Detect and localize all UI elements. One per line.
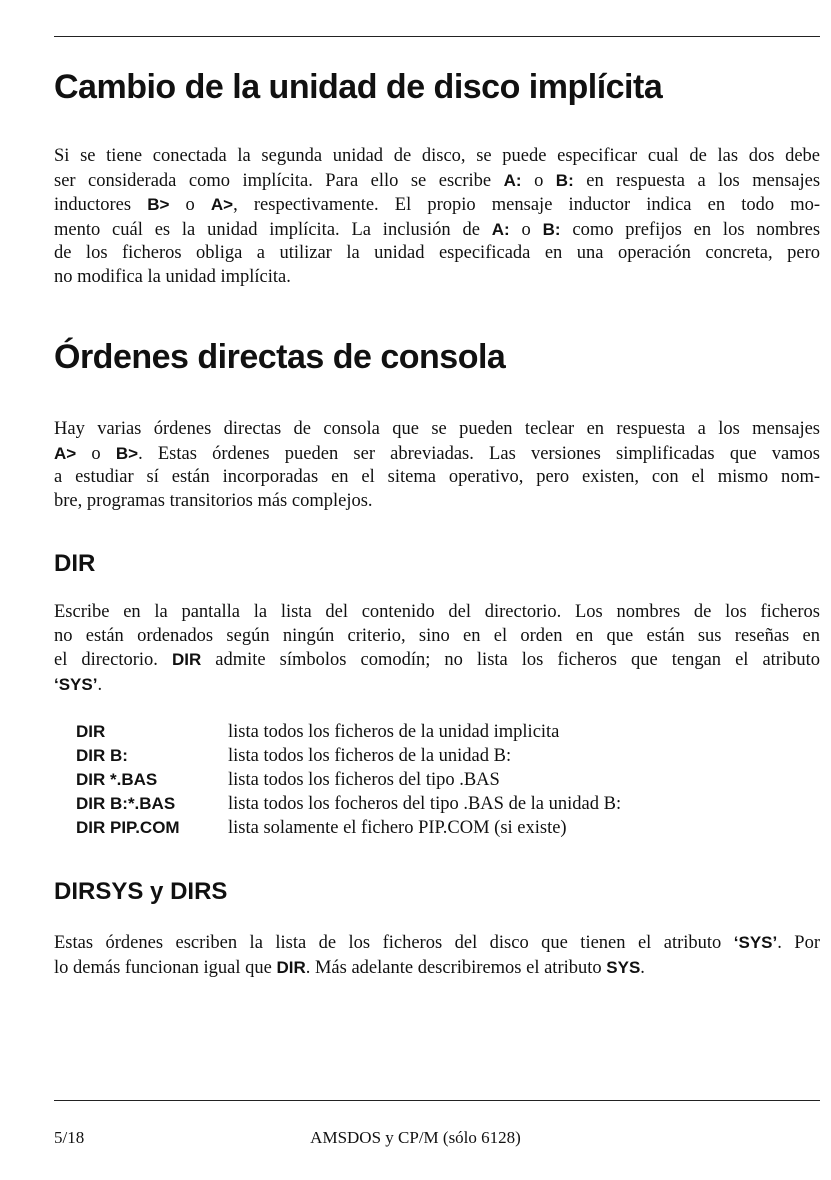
keyword: B>	[147, 195, 170, 215]
text-line: el directorio. DIR admite símbolos comodín; no lista los ficheros que tengan el atributo	[54, 650, 821, 671]
command-description: lista solamente el fichero PIP.COM (si existe)	[228, 818, 567, 838]
command-description: lista todos los ficheros del tipo .BAS	[228, 770, 500, 790]
text-line: bre, programas transitorios más complejos.	[54, 490, 373, 511]
text-line: ser considerada como implícita. Para ello se escribe A: o B: en respuesta a los mensajes	[54, 170, 821, 191]
command: DIR *.BAS	[76, 770, 158, 789]
bottom-rule	[54, 1100, 820, 1101]
text-line: no modifica la unidad implícita.	[54, 266, 291, 287]
heading-cambio-unidad: Cambio de la unidad de disco implícita	[54, 68, 663, 106]
heading-dir: DIR	[54, 550, 96, 577]
keyword: B>	[115, 443, 139, 463]
keyword: B:	[555, 170, 574, 190]
text-line: A> o B>. Estas órdenes pueden ser abreviadas. Las versiones simplificadas que vamos	[54, 443, 821, 464]
text-line: de los ficheros obliga a utilizar la unidad especificada en una operación concreta, pero	[54, 243, 820, 264]
table-row	[76, 770, 776, 794]
text-line: Si se tiene conectada la segunda unidad de disco, se puede especificar cual de las dos debe	[54, 146, 820, 166]
keyword: B:	[542, 219, 561, 239]
dir-examples-table	[76, 722, 776, 842]
keyword: A>	[54, 443, 77, 463]
table-row	[76, 722, 776, 746]
text-line: no están ordenados según ningún criterio, sino en el orden en que están sus reseñas en	[54, 625, 820, 646]
heading-ordenes-directas: Órdenes directas de consola	[54, 338, 506, 376]
text-line: inductores B> o A>, respectivamente. El propio mensaje inductor indica en todo mo-	[54, 195, 821, 216]
keyword: ‘SYS’	[733, 933, 778, 952]
keyword: A>	[210, 195, 234, 215]
keyword: A:	[491, 219, 510, 239]
keyword: ‘SYS’	[54, 674, 98, 694]
keyword: DIR	[276, 957, 306, 977]
paragraph-ordenes-directas	[54, 418, 820, 513]
keyword: A:	[503, 170, 522, 190]
page-number: 5/18	[54, 1128, 85, 1147]
paragraph-cambio-unidad	[54, 145, 820, 290]
keyword: SYS	[606, 957, 641, 977]
command-description: lista todos los focheros del tipo .BAS de la unidad B:	[228, 794, 622, 814]
text-line: Hay varias órdenes directas de consola que se pueden teclear en respuesta a los mensajes	[54, 419, 820, 439]
command: DIR B:*.BAS	[76, 794, 176, 813]
command-description: lista todos los ficheros de la unidad B:	[228, 746, 512, 766]
paragraph-dirsys	[54, 931, 820, 980]
text-line: a estudiar sí están incorporadas en el sitema operativo, pero existen, con el mismo nom-	[54, 467, 820, 488]
text-line: ‘SYS’.	[54, 674, 103, 695]
text-line: Estas órdenes escriben la lista de los ficheros del disco que tienen el atributo ‘SYS’. Por	[54, 933, 821, 953]
keyword: DIR	[171, 650, 202, 670]
text-line: mento cuál es la unidad implícita. La inclusión de A: o B: como prefijos en los nombres	[54, 219, 821, 240]
command: DIR	[76, 722, 106, 741]
paragraph-dir	[54, 601, 820, 697]
table-row	[76, 746, 776, 770]
table-row	[76, 818, 776, 842]
command-description: lista todos los ficheros de la unidad implicita	[228, 722, 560, 742]
text-line: lo demás funcionan igual que DIR. Más adelante describiremos el atributo SYS.	[54, 957, 645, 978]
text-line: Escribe en la pantalla la lista del contenido del directorio. Los nombres de los ficheros	[54, 602, 820, 622]
footer-title: AMSDOS y CP/M (sólo 6128)	[310, 1128, 521, 1147]
top-rule	[54, 36, 820, 37]
heading-dirsys-dirs: DIRSYS y DIRS	[54, 878, 228, 905]
command: DIR B:	[76, 746, 128, 765]
table-row	[76, 794, 776, 818]
command: DIR PIP.COM	[76, 818, 180, 837]
